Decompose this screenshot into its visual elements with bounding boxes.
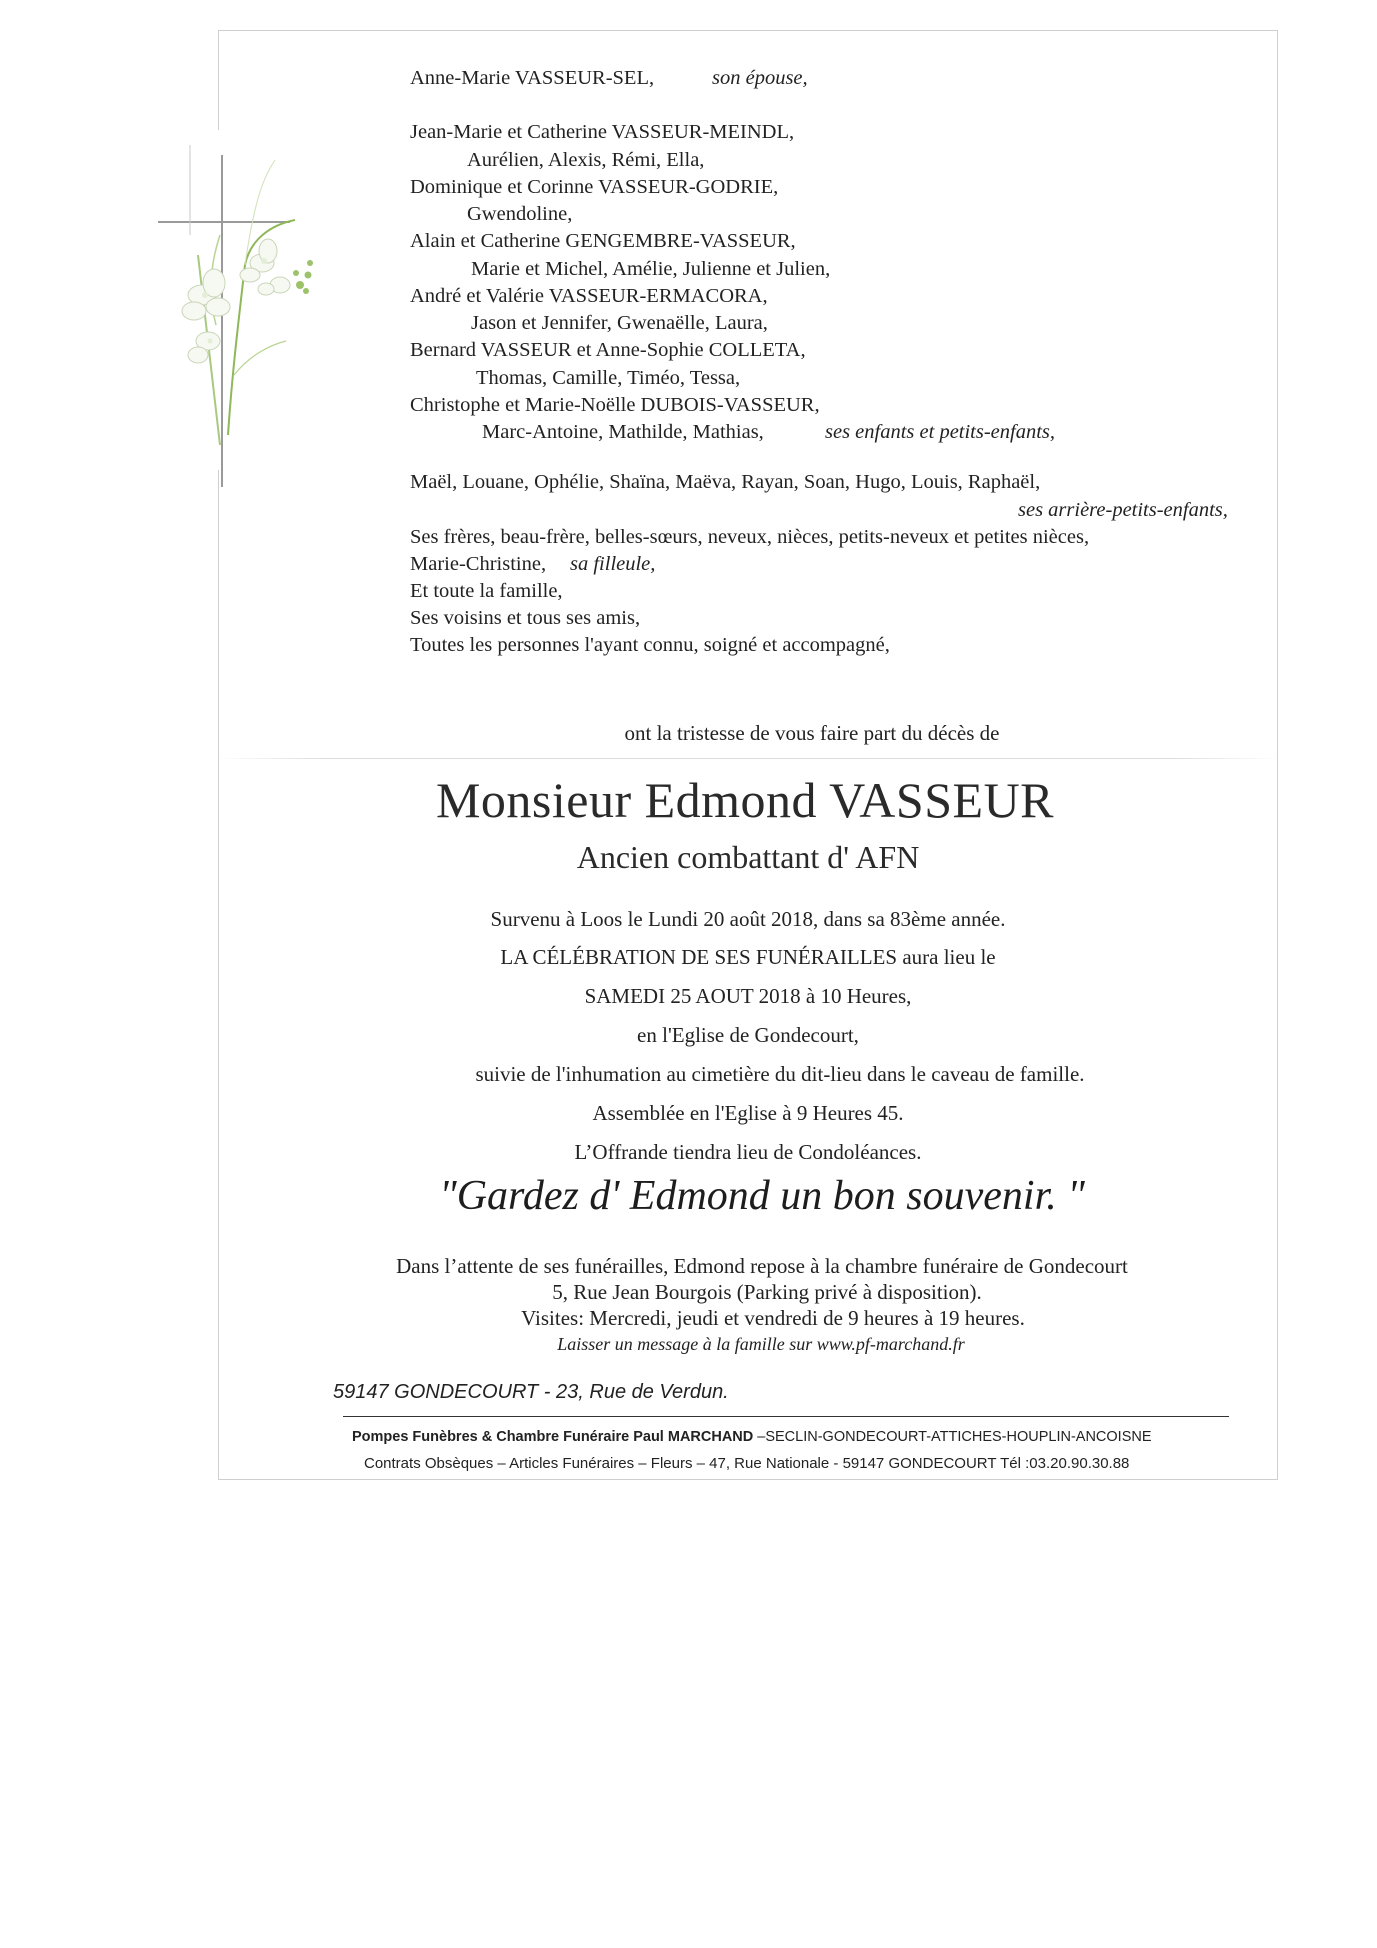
deceased-name: Monsieur Edmond VASSEUR [435,772,1055,828]
funeral-home-locations: –SECLIN-GONDECOURT-ATTICHES-HOUPLIN-ANCOISNE [753,1429,1152,1445]
great-grandchildren: Maël, Louane, Ophélie, Shaïna, Maëva, Rayan, Soan, Hugo, Louis, Raphaël, [410,471,1041,493]
ceremony-heading: LA CÉLÉBRATION DE SES FUNÉRAILLES aura lieu le [500,945,996,969]
offering-note: L’Offrande tiendra lieu de Condoléances. [574,1140,922,1164]
children-line: Alain et Catherine GENGEMBRE-VASSEUR, [410,230,796,252]
others-line: Toutes les personnes l'ayant connu, soigné et accompagné, [410,634,890,656]
children-role: ses enfants et petits-enfants, [825,421,1056,443]
visitation-address: 5, Rue Jean Bourgois (Parking privé à disposition). [552,1280,982,1304]
grandchildren-line: Jason et Jennifer, Gwenaëlle, Laura, [471,312,768,334]
announcement-text: ont la tristesse de vous faire part du décès de [624,721,1000,745]
children-line: Dominique et Corinne VASSEUR-GODRIE, [410,176,779,198]
death-details: Survenu à Loos le Lundi 20 août 2018, dans sa 83ème année. [490,907,1006,931]
visitation-hours: Visites: Mercredi, jeudi et vendredi de 9 heures à 19 heures. [521,1306,1025,1330]
cross-with-orchid-icon [150,115,350,495]
burial-details: suivie de l'inhumation au cimetière du dit-lieu dans le caveau de famille. [475,1062,1085,1086]
message-note: Laisser un message à la famille sur www.pf-marchand.fr [557,1334,965,1354]
goddaughter-name: Marie-Christine, [410,553,547,575]
grandchildren-line: Gwendoline, [467,203,573,225]
funeral-home-services: Contrats Obsèques – Articles Funéraires – Fleurs – 47, Rue Nationale - 59147 GONDECOURT Tél :03.20.90.30.88 [364,1455,1130,1472]
goddaughter-role: sa filleule, [570,553,656,575]
children-line: Jean-Marie et Catherine VASSEUR-MEINDL, [410,121,795,143]
footer-divider [343,1416,1229,1417]
ceremony-date: SAMEDI 25 AOUT 2018 à 10 Heures, [584,984,912,1008]
spouse-name: Anne-Marie VASSEUR-SEL, [410,67,655,89]
deceased-title: Ancien combattant d' AFN [576,839,920,875]
funeral-home-name: Pompes Funèbres & Chambre Funéraire Paul MARCHAND [352,1429,754,1445]
memorial-quote: "Gardez d' Edmond un bon souvenir. " [439,1173,1085,1219]
neighbours-line: Ses voisins et tous ses amis, [410,607,641,629]
visitation-line: Dans l’attente de ses funérailles, Edmond repose à la chambre funéraire de Gondecourt [396,1254,1128,1278]
grandchildren-line: Aurélien, Alexis, Rémi, Ella, [467,149,705,171]
great-grandchildren-role: ses arrière-petits-enfants, [1018,499,1228,521]
family-address: 59147 GONDECOURT - 23, Rue de Verdun. [333,1381,729,1403]
children-line: André et Valérie VASSEUR-ERMACORA, [410,285,768,307]
fold-line [218,758,1278,759]
assembly-time: Assemblée en l'Eglise à 9 Heures 45. [592,1101,904,1125]
family-all-line: Et toute la famille, [410,580,563,602]
grandchildren-line: Thomas, Camille, Timéo, Tessa, [476,367,741,389]
funeral-home-line [352,1425,1152,1449]
children-line: Christophe et Marie-Noëlle DUBOIS-VASSEUR, [410,394,820,416]
children-line: Bernard VASSEUR et Anne-Sophie COLLETA, [410,339,806,361]
grandchildren-line: Marc-Antoine, Mathilde, Mathias, [482,421,764,443]
grandchildren-line: Marie et Michel, Amélie, Julienne et Julien, [471,258,831,280]
ceremony-place: en l'Eglise de Gondecourt, [637,1023,859,1047]
spouse-role: son épouse, [712,67,808,89]
siblings-line: Ses frères, beau-frère, belles-sœurs, neveux, nièces, petits-neveux et petites nièces, [410,526,1090,548]
